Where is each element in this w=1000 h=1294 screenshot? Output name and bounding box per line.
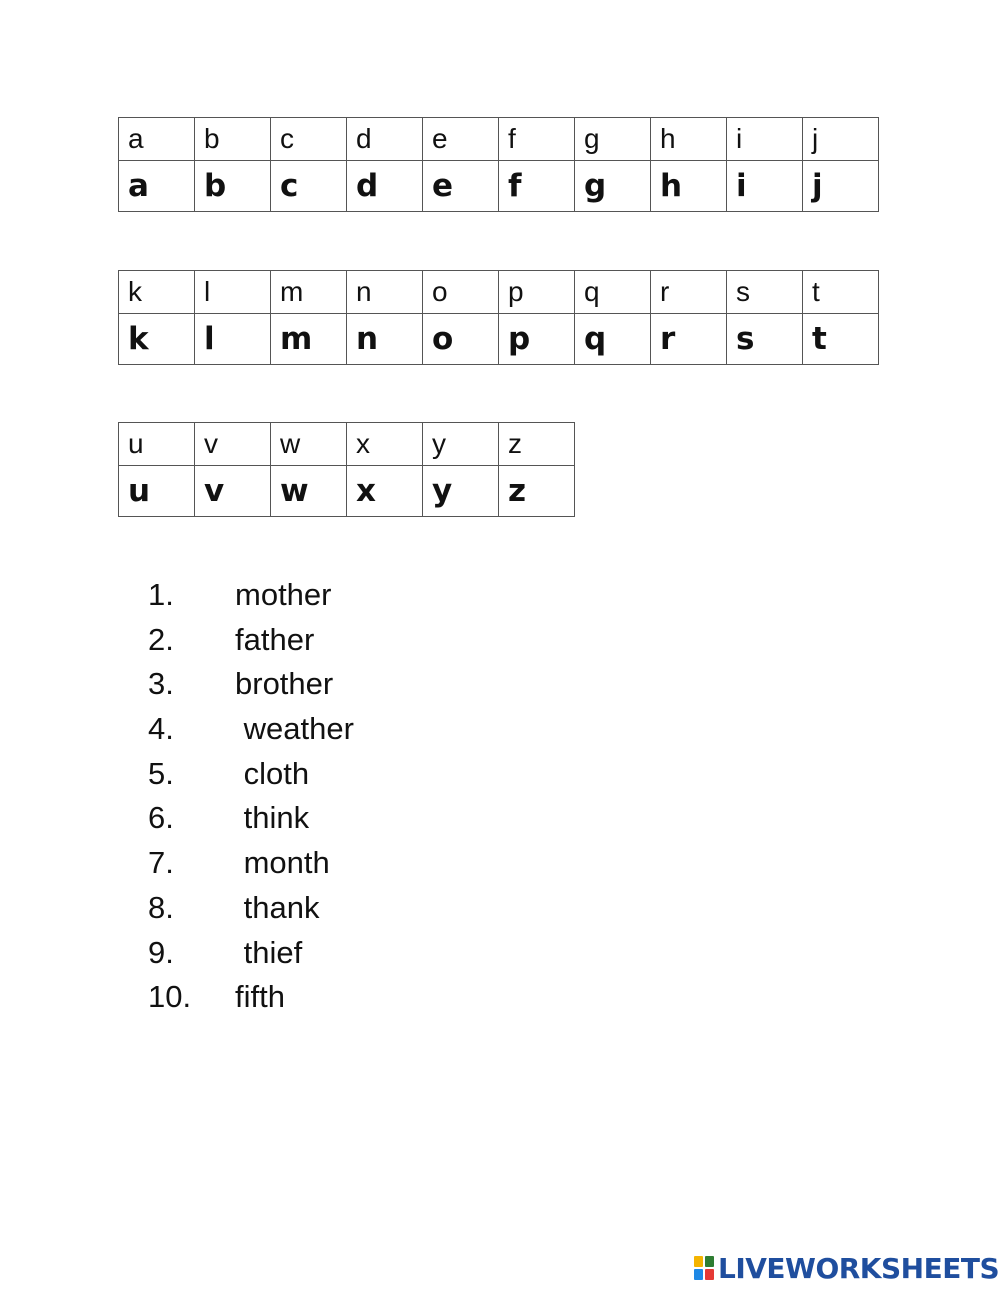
bold-letter-cell: i — [727, 161, 803, 212]
letter-cell: r — [651, 271, 727, 314]
letter-cell: j — [803, 118, 879, 161]
item-number: 9. — [148, 934, 174, 970]
bold-letter-cell: q — [575, 314, 651, 365]
letter-cell: w — [271, 423, 347, 466]
item-word: thief — [235, 934, 303, 970]
item-number: 7. — [148, 845, 174, 881]
word-list-item — [148, 796, 354, 841]
word-list-item — [148, 662, 354, 707]
item-number: 4. — [148, 711, 174, 747]
bold-letter-cell: k — [119, 314, 195, 365]
letter-cell: v — [195, 423, 271, 466]
letter-cell: k — [119, 271, 195, 314]
letter-cell: z — [499, 423, 575, 466]
item-number: 6. — [148, 800, 174, 836]
alphabet-table-2 — [118, 270, 879, 365]
word-list-item — [148, 752, 354, 797]
logo-tile — [705, 1269, 714, 1280]
liveworksheets-logo-icon — [693, 1255, 715, 1281]
word-list — [148, 573, 354, 1020]
item-number: 3. — [148, 666, 174, 702]
letter-cell: n — [347, 271, 423, 314]
item-word: month — [235, 845, 330, 881]
letter-cell: y — [423, 423, 499, 466]
item-word: fifth — [235, 979, 285, 1015]
letter-cell: o — [423, 271, 499, 314]
bold-letter-row — [119, 314, 879, 365]
letter-cell: l — [195, 271, 271, 314]
word-list-item — [148, 573, 354, 618]
logo-tile — [694, 1256, 703, 1267]
bold-letter-cell: s — [727, 314, 803, 365]
item-word: father — [235, 621, 315, 657]
letter-cell: f — [499, 118, 575, 161]
word-list-item — [148, 975, 354, 1020]
bold-letter-cell: l — [195, 314, 271, 365]
bold-letter-row — [119, 161, 879, 212]
item-word: brother — [235, 666, 334, 702]
bold-letter-cell: m — [271, 314, 347, 365]
letter-cell: u — [119, 423, 195, 466]
item-word: think — [235, 800, 310, 836]
letter-cell: a — [119, 118, 195, 161]
letter-cell: q — [575, 271, 651, 314]
bold-letter-cell: c — [271, 161, 347, 212]
item-word: thank — [235, 889, 320, 925]
bold-letter-cell: d — [347, 161, 423, 212]
word-list-item — [148, 886, 354, 931]
letter-cell: g — [575, 118, 651, 161]
letter-cell: x — [347, 423, 423, 466]
alphabet-table-1 — [118, 117, 879, 212]
liveworksheets-brand — [693, 1252, 999, 1284]
plain-letter-row — [119, 423, 575, 466]
bold-letter-cell: v — [195, 466, 271, 517]
bold-letter-cell: t — [803, 314, 879, 365]
letter-cell: i — [727, 118, 803, 161]
item-number: 8. — [148, 889, 174, 925]
bold-letter-cell: w — [271, 466, 347, 517]
word-list-item — [148, 618, 354, 663]
bold-letter-cell: y — [423, 466, 499, 517]
brand-name: LIVEWORKSHEETS — [718, 1251, 1000, 1285]
letter-cell: b — [195, 118, 271, 161]
letter-cell: m — [271, 271, 347, 314]
word-list-item — [148, 841, 354, 886]
bold-letter-cell: z — [499, 466, 575, 517]
item-number: 2. — [148, 621, 174, 657]
alphabet-table-3 — [118, 422, 575, 517]
word-list-item — [148, 931, 354, 976]
bold-letter-cell: j — [803, 161, 879, 212]
item-number: 5. — [148, 755, 174, 791]
letter-cell: e — [423, 118, 499, 161]
letter-cell: p — [499, 271, 575, 314]
bold-letter-cell: b — [195, 161, 271, 212]
bold-letter-cell: a — [119, 161, 195, 212]
letter-cell: s — [727, 271, 803, 314]
bold-letter-cell: g — [575, 161, 651, 212]
letter-cell: d — [347, 118, 423, 161]
bold-letter-cell: u — [119, 466, 195, 517]
logo-tile — [705, 1256, 714, 1267]
plain-letter-row — [119, 271, 879, 314]
word-list-item — [148, 707, 354, 752]
bold-letter-cell: o — [423, 314, 499, 365]
plain-letter-row — [119, 118, 879, 161]
bold-letter-cell: f — [499, 161, 575, 212]
letter-cell: h — [651, 118, 727, 161]
item-word: weather — [235, 711, 354, 747]
bold-letter-cell: h — [651, 161, 727, 212]
bold-letter-row — [119, 466, 575, 517]
bold-letter-cell: n — [347, 314, 423, 365]
bold-letter-cell: r — [651, 314, 727, 365]
bold-letter-cell: p — [499, 314, 575, 365]
bold-letter-cell: e — [423, 161, 499, 212]
letter-cell: c — [271, 118, 347, 161]
item-number: 10. — [148, 979, 192, 1015]
logo-tile — [694, 1269, 703, 1280]
item-number: 1. — [148, 577, 174, 612]
bold-letter-cell: x — [347, 466, 423, 517]
item-word: mother — [235, 577, 332, 612]
letter-cell: t — [803, 271, 879, 314]
item-word: cloth — [235, 755, 310, 791]
